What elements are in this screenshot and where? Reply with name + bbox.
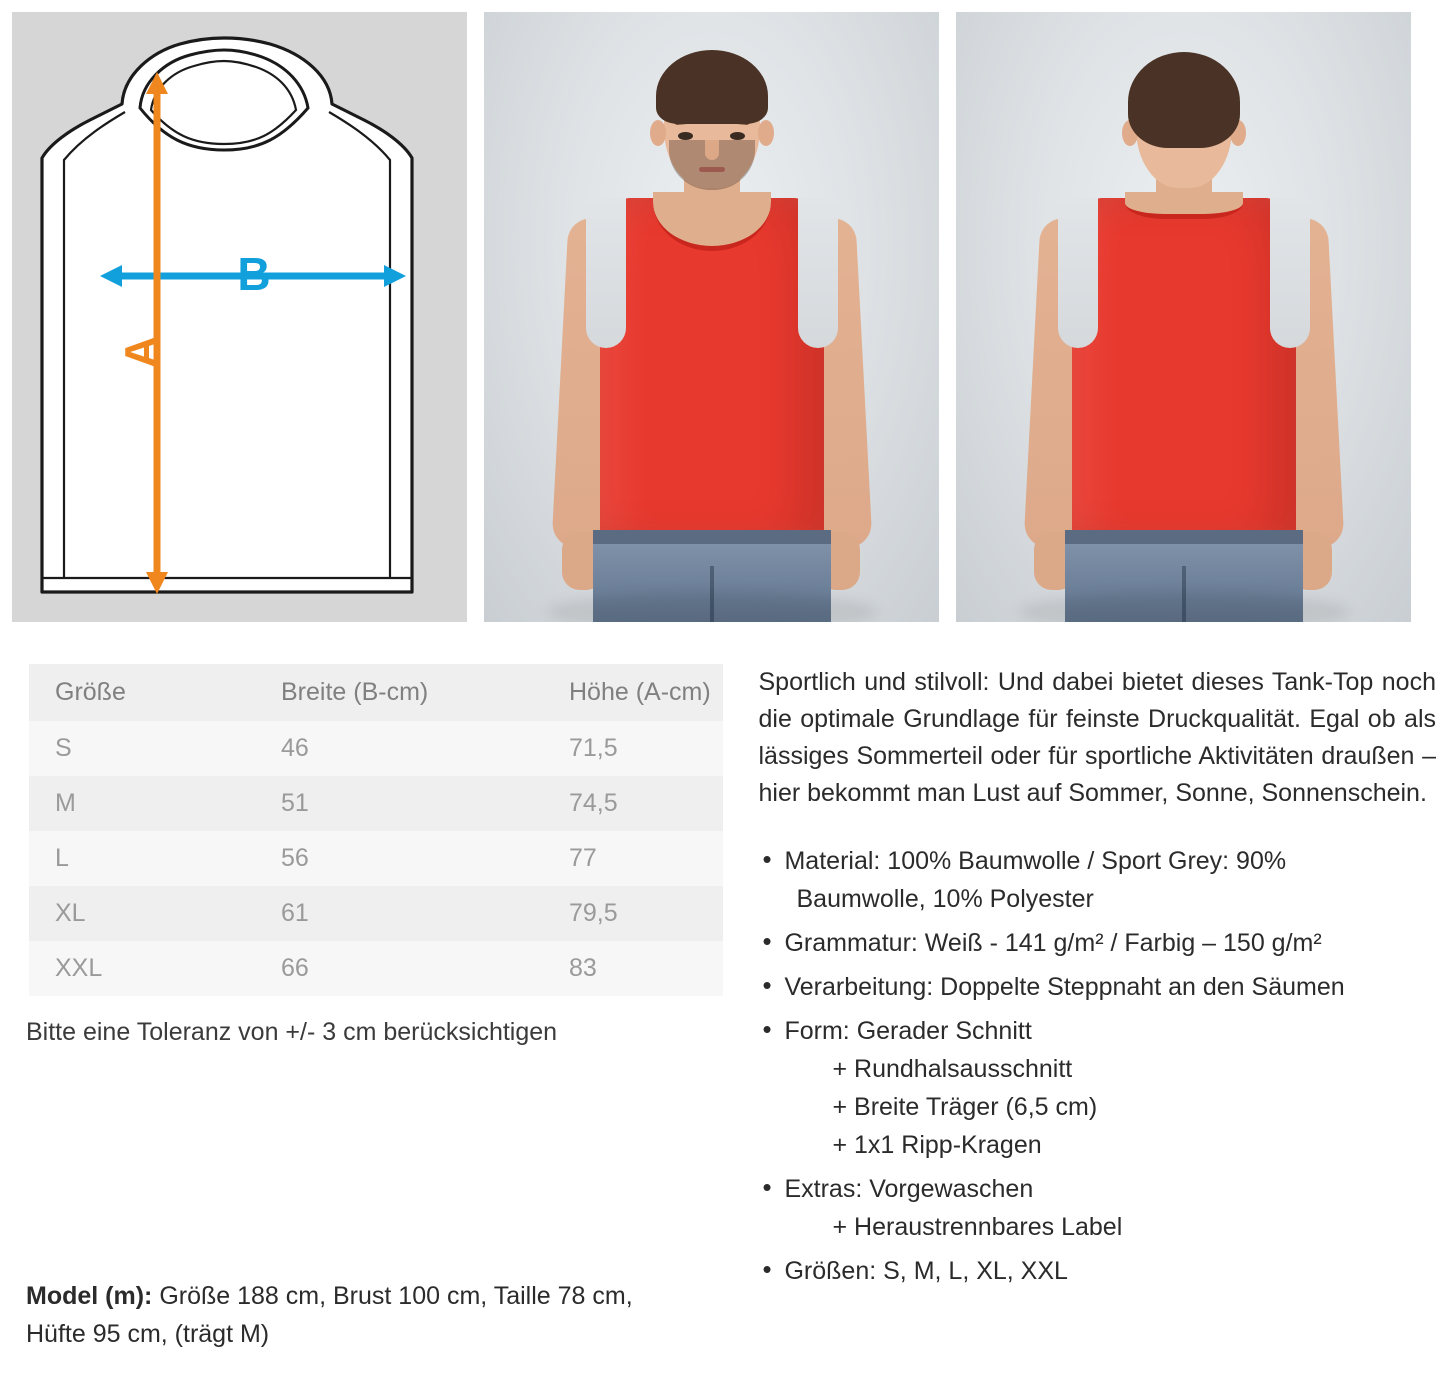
left-ear: [650, 120, 666, 146]
table-row: [29, 721, 723, 776]
cell-width: 61: [255, 886, 543, 941]
list-item: [758, 1012, 1436, 1164]
spec-main: Form: Gerader Schnitt: [784, 1017, 1032, 1045]
header-size: Größe: [29, 664, 255, 721]
spec-sub: + Rundhalsausschnitt: [832, 1055, 1073, 1083]
right-armhole: [798, 198, 838, 348]
cell-height: 71,5: [543, 721, 723, 776]
right-ear: [758, 120, 774, 146]
technical-drawing-panel: [12, 12, 467, 622]
model-note: [26, 1278, 726, 1353]
height-label: A: [115, 335, 167, 369]
hair-back: [1128, 52, 1240, 148]
spec-sub: + Breite Träger (6,5 cm): [832, 1093, 1098, 1121]
cell-size: XL: [29, 886, 255, 941]
tolerance-note: Bitte eine Toleranz von +/- 3 cm berücksichtigen: [26, 1018, 558, 1046]
tank-top-back: [1072, 198, 1296, 540]
spec-main: Größen: S, M, L, XL, XXL: [784, 1257, 1068, 1285]
waistband-back: [1065, 530, 1303, 544]
cell-size: S: [29, 721, 255, 776]
list-item: [758, 968, 1436, 1006]
right-armhole-back: [1270, 198, 1310, 348]
model-front-photo: [484, 12, 939, 622]
model-note-label: Model (m):: [26, 1282, 153, 1310]
model-note-line1: Größe 188 cm, Brust 100 cm, Taille 78 cm,: [152, 1282, 633, 1310]
list-item: [758, 842, 1436, 918]
spec-main: Material: 100% Baumwolle / Sport Grey: 90%: [784, 847, 1287, 875]
cell-height: 77: [543, 831, 723, 886]
spec-main: Verarbeitung: Doppelte Steppnaht an den Säumen: [784, 973, 1345, 1001]
left-armhole-back: [1058, 198, 1098, 348]
cell-height: 83: [543, 941, 723, 996]
size-table: [29, 664, 723, 996]
spec-sub: + 1x1 Ripp-Kragen: [832, 1131, 1042, 1159]
nose: [705, 140, 719, 160]
tank-top-technical-svg: [12, 12, 467, 622]
list-item: [758, 1170, 1436, 1246]
table-row: [29, 941, 723, 996]
cell-width: 51: [255, 776, 543, 831]
hair: [656, 50, 768, 124]
spec-main: Extras: Vorgewaschen: [784, 1175, 1034, 1203]
model-back-photo: [956, 12, 1411, 622]
product-intro-text: Sportlich und stilvoll: Und dabei bietet dieses Tank-Top noch die optimale Grundlage für feinste Druckqualität. Egal ob als lässiges Sommerteil oder für sportliche Aktivitäten draußen – hier bekommt man Lust auf Sommer, Sonne, Sonnenschein.: [758, 668, 1436, 807]
list-item: [758, 1252, 1436, 1290]
model-back-figure: [956, 12, 1411, 622]
header-height: Höhe (A-cm): [543, 664, 723, 721]
product-image-row: [0, 0, 1448, 622]
waistband: [593, 530, 831, 544]
details-section: [0, 622, 1448, 1296]
header-width: Breite (B-cm): [255, 664, 543, 721]
model-note-line2: Hüfte 95 cm, (trägt M): [26, 1319, 270, 1348]
mouth: [699, 167, 725, 172]
right-eye: [730, 132, 745, 140]
cell-size: XXL: [29, 941, 255, 996]
table-row: [29, 886, 723, 941]
spec-sub: + Heraustrennbares Label: [832, 1213, 1123, 1241]
cell-size: L: [29, 831, 255, 886]
model-front-figure: [484, 12, 939, 622]
width-label: B: [237, 248, 271, 300]
spec-sub: Baumwolle, 10% Polyester: [796, 885, 1094, 913]
cell-width: 66: [255, 941, 543, 996]
tank-top-front: [600, 198, 824, 540]
spec-main: Grammatur: Weiß - 141 g/m² / Farbig – 150 g/m²: [784, 929, 1322, 957]
cell-size: M: [29, 776, 255, 831]
left-eye: [678, 132, 693, 140]
table-row: [29, 831, 723, 886]
neckline-front: [653, 192, 771, 251]
description-column: [736, 664, 1436, 1296]
cell-height: 79,5: [543, 886, 723, 941]
cell-width: 46: [255, 721, 543, 776]
spec-list: [758, 842, 1436, 1290]
list-item: [758, 924, 1436, 962]
cell-width: 56: [255, 831, 543, 886]
table-row: [29, 776, 723, 831]
neckline-back: [1125, 192, 1243, 219]
left-armhole: [586, 198, 626, 348]
size-table-header-row: [29, 664, 723, 721]
size-chart-column: [12, 664, 736, 1296]
cell-height: 74,5: [543, 776, 723, 831]
